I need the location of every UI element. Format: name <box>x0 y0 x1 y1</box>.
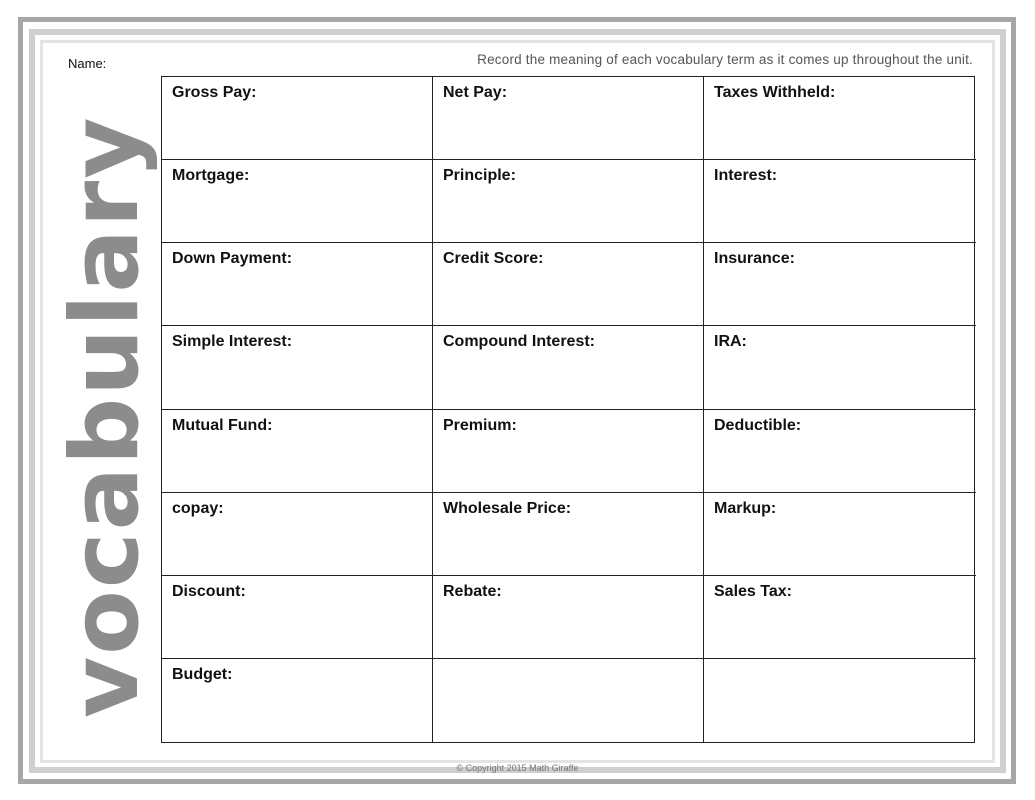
vocab-term-label: Premium: <box>443 416 517 434</box>
vocab-term-label: Rebate: <box>443 582 502 600</box>
vocab-term-label: Down Payment: <box>172 250 293 268</box>
vocab-term-label: copay: <box>172 499 224 517</box>
vocab-term-label: Gross Pay: <box>172 84 257 101</box>
vocab-term-label: Mutual Fund: <box>172 416 273 434</box>
vocab-cell <box>162 493 433 576</box>
vocab-term-label: Sales Tax: <box>714 582 792 600</box>
vocab-term-label: Insurance: <box>714 250 795 268</box>
vocab-cell <box>433 243 704 326</box>
instructions-text: Record the meaning of each vocabulary term as it comes up throughout the unit. <box>477 52 973 67</box>
vocab-cell <box>704 77 976 160</box>
vocab-term-label: Discount: <box>172 582 246 600</box>
vocab-cell <box>704 243 976 326</box>
vocab-cell <box>433 576 704 659</box>
vocabulary-side-title: vocabulary <box>51 115 160 718</box>
vocab-cell <box>433 77 704 160</box>
vocab-term-label: Simple Interest: <box>172 333 293 351</box>
vocab-term-label: Taxes Withheld: <box>714 84 836 101</box>
vocab-cell <box>162 77 433 160</box>
vocab-term-label: Net Pay: <box>443 84 508 101</box>
vocab-cell <box>433 493 704 576</box>
copyright-footer: © Copyright 2015 Math Giraffe <box>456 763 579 773</box>
vocab-term-label: Markup: <box>714 499 777 517</box>
vocab-cell <box>704 326 976 409</box>
vocab-term-label: IRA: <box>714 333 747 351</box>
vocab-term-label: Interest: <box>714 167 778 185</box>
name-label: Name: <box>68 56 107 71</box>
vocab-term-label: Wholesale Price: <box>443 499 572 517</box>
vocab-cell <box>704 576 976 659</box>
vocab-term-label: Mortgage: <box>172 167 250 185</box>
vocab-term-label: Budget: <box>172 665 233 683</box>
vocab-cell <box>162 410 433 493</box>
vocab-cell <box>162 243 433 326</box>
vocab-cell <box>162 576 433 659</box>
vocab-cell <box>162 160 433 243</box>
vocab-cell <box>704 659 976 742</box>
vocab-term-label: Compound Interest: <box>443 333 595 351</box>
vocab-cell <box>433 410 704 493</box>
vocab-term-label: Principle: <box>443 167 516 185</box>
vocab-cell <box>433 160 704 243</box>
vocab-cell <box>704 160 976 243</box>
vocab-cell <box>704 493 976 576</box>
vocab-cell <box>433 659 704 742</box>
vocab-cell <box>162 326 433 409</box>
vocab-term-label: Deductible: <box>714 416 802 434</box>
vocabulary-grid <box>161 76 975 743</box>
vocab-cell <box>162 659 433 742</box>
vocab-cell <box>433 326 704 409</box>
vocab-term-label: Credit Score: <box>443 250 544 268</box>
vocab-cell <box>704 410 976 493</box>
